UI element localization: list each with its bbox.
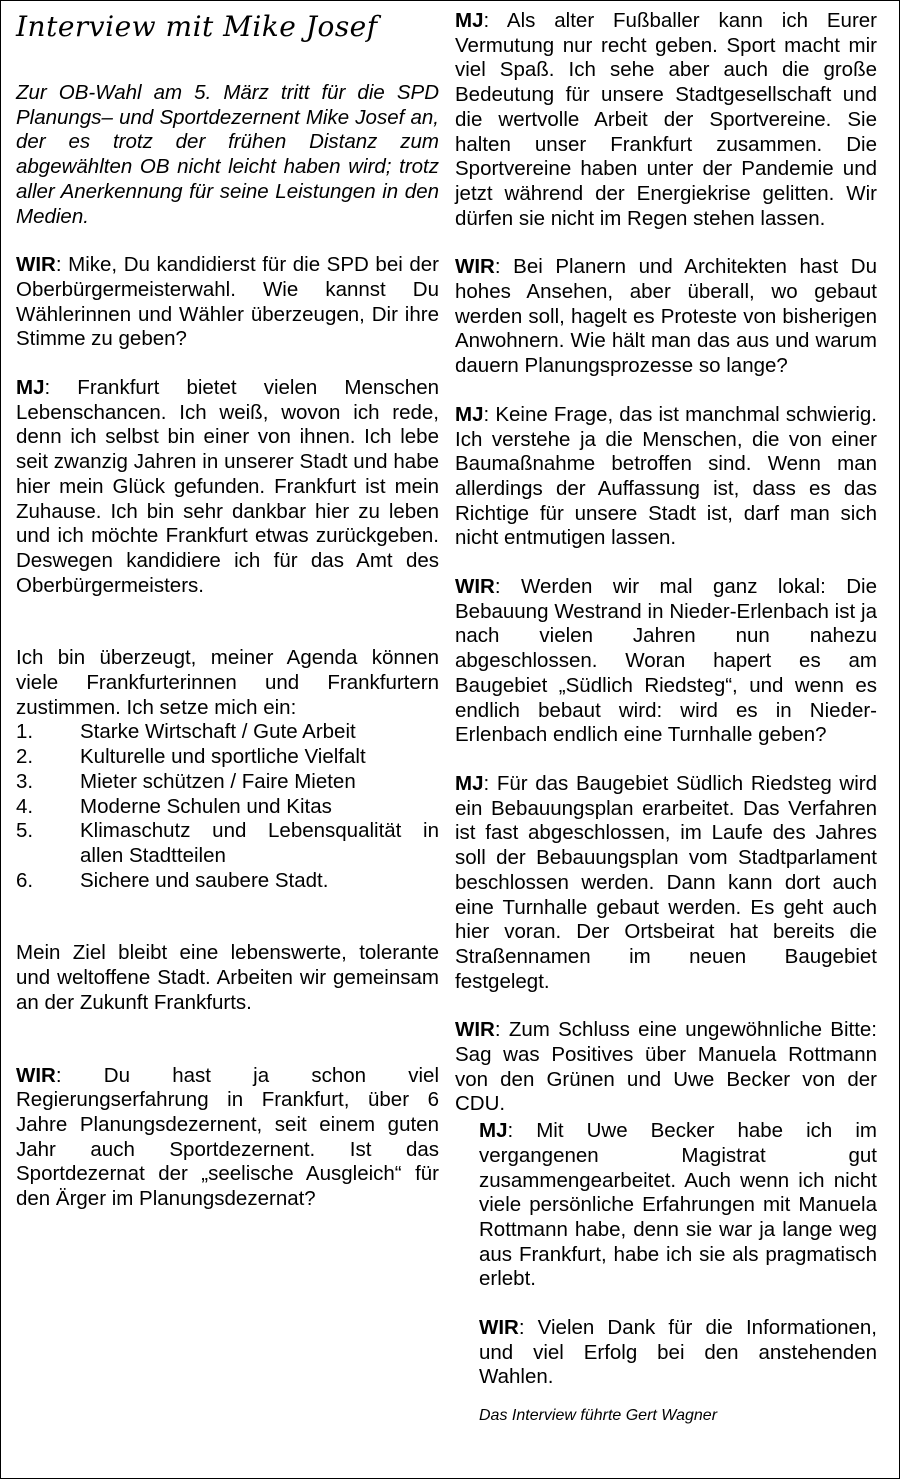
speaker-mj: MJ xyxy=(455,771,484,795)
answer-4-text: : Für das Baugebiet Südlich Riedsteg wird ein Bebauungsplan erarbeitet. Das Verfahren ist fast abgeschlossen, im Laufe des Jahres soll der Bebauungsplan vom Stadtparlament beschlossen werden. Dann kann dort auch eine Turnhalle gebaut werden. Es geht auch hier voran. Der Ortsbeirat hat bereits die Straßennamen im neuen Baugebiet festgelegt. xyxy=(455,771,877,993)
agenda-item xyxy=(16,869,439,894)
agenda-item-number: 5. xyxy=(16,819,34,843)
agenda-item-text: Moderne Schulen und Kitas xyxy=(80,794,332,818)
answer-1-closing: Mein Ziel bleibt eine lebenswerte, tolerante und weltoffene Stadt. Arbeiten wir gemeinsam an der Zukunft Frankfurts. xyxy=(16,941,439,1014)
agenda-item-text: Kulturelle und sportliche Vielfalt xyxy=(80,745,366,769)
question-4 xyxy=(455,575,877,748)
question-6-text: : Vielen Dank für die Informationen, und viel Erfolg bei den anstehenden Wahlen. xyxy=(479,1316,877,1389)
speaker-wir: WIR xyxy=(455,255,495,279)
agenda-intro: Ich bin überzeugt, meiner Agenda können viele Frankfurterinnen und Frankfurtern zustimmen. Ich setze mich ein: xyxy=(16,646,439,719)
answer-5-text: : Mit Uwe Becker habe ich im vergangenen Magistrat gut zusammengearbeitet. Auch wenn ich nicht viele persönliche Erfahrungen mit Manuela Rottmann habe, denn sie war ja lange weg aus Frankfurt, habe ich sie als pragmatisch erlebt. xyxy=(479,1119,877,1291)
answer-4 xyxy=(455,772,877,994)
right-column xyxy=(455,9,877,1426)
agenda-item-text: Starke Wirtschaft / Gute Arbeit xyxy=(80,720,356,744)
question-5-text: : Zum Schluss eine ungewöhnliche Bitte: Sag was Positives über Manuela Rottmann von den Grünen und Uwe Becker von der CDU. xyxy=(455,1018,877,1116)
agenda-item-text: Klimaschutz und Lebensqualität in allen Stadtteilen xyxy=(80,819,439,867)
speaker-mj: MJ xyxy=(455,9,484,32)
speaker-mj: MJ xyxy=(479,1119,508,1143)
speaker-wir: WIR xyxy=(455,575,495,599)
agenda-item xyxy=(16,795,439,820)
agenda-item xyxy=(16,745,439,770)
answer-3-text: : Keine Frage, das ist manchmal schwierig. Ich verstehe ja die Menschen, die von einer Baumaßnahme betroffen sind. Wenn man allerdings der Auffassung ist, dass es das Richtige für unsere Stadt ist, darf man sich nicht entmutigen lassen. xyxy=(455,402,877,550)
speaker-wir: WIR xyxy=(16,1063,56,1087)
question-1-text: : Mike, Du kandidierst für die SPD bei der Oberbürgermeisterwahl. Wie kannst Du Wählerinnen und Wähler überzeugen, Dir ihre Stimme zu geben? xyxy=(16,253,439,351)
interview-credit: Das Interview führte Gert Wagner xyxy=(479,1407,718,1425)
question-1 xyxy=(16,253,439,352)
question-2 xyxy=(16,1064,439,1212)
agenda-item-text: Sichere und saubere Stadt. xyxy=(80,868,329,892)
agenda-item xyxy=(16,720,439,745)
agenda-item-number: 6. xyxy=(16,868,34,892)
answer-2 xyxy=(455,9,877,231)
question-5 xyxy=(455,1018,877,1117)
speaker-mj: MJ xyxy=(16,376,45,400)
answer-1-text: : Frankfurt bietet vielen Menschen Lebenschancen. Ich weiß, wovon ich rede, denn ich selbst bin einer von ihnen. Ich lebe seit zwanzig Jahren in unserer Stadt und habe hier mein Glück gefunden. Frankfurt ist mein Zuhause. Ich bin sehr dankbar hier zu leben und ich möchte Frankfurt etwas zurückgeben. Deswegen kandidiere ich für das Amt des Oberbürgermeisters. xyxy=(16,376,439,597)
left-column xyxy=(16,81,439,1212)
question-2-text: : Du hast ja schon viel Regierungserfahrung in Frankfurt, über 6 Jahre Planungsdezernent, seit einem guten Jahr auch Sportdezernent. Ist das Sportdezernat der „seelische Ausgleich“ für den Ärger im Planungsdezernat? xyxy=(16,1063,439,1211)
question-4-text: : Werden wir mal ganz lokal: Die Bebauung Westrand in Nieder-Erlenbach ist ja nach vielen Jahren nun nahezu abgeschlossen. Woran hapert es am Baugebiet „Südlich Riedsteg“, und wenn es endlich bebaut wird: wird es in Nieder-Erlenbach endlich eine Turnhalle geben? xyxy=(455,575,877,747)
page-title: Interview mit Mike Josef xyxy=(16,10,378,43)
agenda-list xyxy=(16,720,439,893)
agenda-item-text: Mieter schützen / Faire Mieten xyxy=(80,769,356,793)
speaker-mj: MJ xyxy=(455,402,484,426)
answer-1 xyxy=(16,376,439,598)
speaker-wir: WIR xyxy=(16,253,56,277)
answer-2-text: : Als alter Fußballer kann ich Eurer Vermutung nur recht geben. Sport macht mir viel Spaß. Ich sehe aber auch die große Bedeutung für unsere Stadtgesellschaft und die wertvolle Arbeit der Sportvereine. Sie halten unser Frankfurt zusammen. Die Sportvereine haben unter der Pandemie und jetzt während der Energiekrise gelitten. Wir dürfen sie nicht im Regen stehen lassen. xyxy=(455,9,877,230)
agenda-item-number: 3. xyxy=(16,769,34,793)
intro-paragraph: Zur OB-Wahl am 5. März tritt für die SPD Planungs– und Sportdezernent Mike Josef an, der es trotz der frühen Distanz zum abgewählten OB nicht leicht haben wird; trotz aller Anerkennung für seine Leistungen in den Medien. xyxy=(16,81,439,228)
agenda-item xyxy=(16,819,439,868)
agenda-item-number: 4. xyxy=(16,794,34,818)
speaker-wir: WIR xyxy=(455,1018,495,1042)
question-3-text: : Bei Planern und Architekten hast Du hohes Ansehen, aber überall, wo gebaut werden soll, hagelt es Proteste von bisherigen Anwohnern. Wie hält man das aus und warum dauern Planungsprozesse so lange? xyxy=(455,255,877,378)
agenda-item-number: 1. xyxy=(16,720,34,744)
speaker-wir: WIR xyxy=(479,1316,519,1340)
agenda-item xyxy=(16,770,439,795)
question-3 xyxy=(455,255,877,379)
answer-3 xyxy=(455,403,877,551)
agenda-item-number: 2. xyxy=(16,745,34,769)
answer-5 xyxy=(479,1119,877,1292)
question-6 xyxy=(479,1316,877,1390)
